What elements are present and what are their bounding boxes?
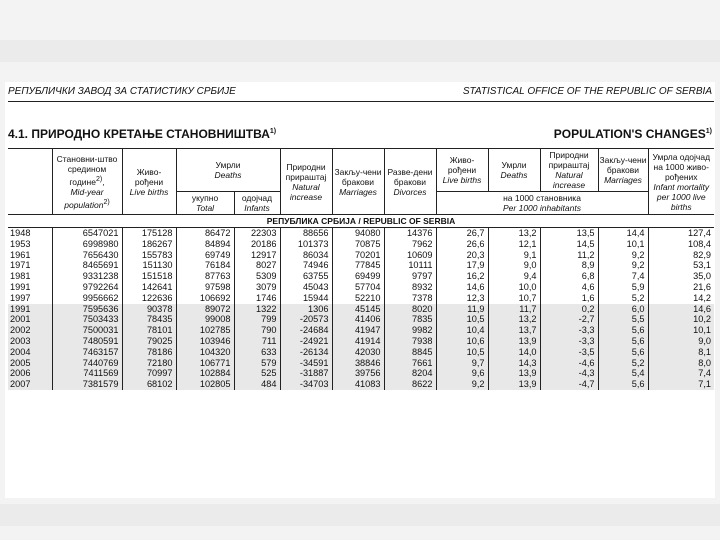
header-right: STATISTICAL OFFICE OF THE REPUBLIC OF SERBIA bbox=[462, 86, 712, 97]
rate-deaths-cell: 10,0 bbox=[488, 282, 540, 293]
marriages-cell: 52210 bbox=[332, 293, 384, 304]
deaths-infants-cell: 8027 bbox=[234, 260, 280, 271]
infant-mortality-cell: 108,4 bbox=[648, 239, 714, 250]
year-cell: 2003 bbox=[8, 336, 52, 347]
infant-mortality-cell: 10,2 bbox=[648, 314, 714, 325]
rate-deaths-header: Умрли Deaths bbox=[488, 149, 540, 192]
rate-natural-increase-cell: -3,3 bbox=[540, 336, 598, 347]
rate-live-births-cell: 10,5 bbox=[436, 314, 488, 325]
deaths-total-cell: 104320 bbox=[176, 347, 234, 358]
deaths-total-cell: 102805 bbox=[176, 379, 234, 390]
deaths-total-cell: 106771 bbox=[176, 358, 234, 369]
deaths-infants-cell: 579 bbox=[234, 358, 280, 369]
rate-deaths-cell: 9,0 bbox=[488, 260, 540, 271]
year-cell: 1991 bbox=[10, 281, 31, 292]
marriages-cell: 69499 bbox=[332, 271, 384, 282]
rate-deaths-cell: 11,7 bbox=[488, 304, 540, 315]
population-cell: 9792264 bbox=[52, 282, 122, 293]
rate-natural-increase-cell: -4,3 bbox=[540, 368, 598, 379]
population-cell: 7656430 bbox=[52, 250, 122, 261]
table-row bbox=[8, 347, 714, 358]
rate-marriages-cell: 7,4 bbox=[598, 271, 648, 282]
rate-live-births-cell: 9,7 bbox=[436, 358, 488, 369]
title-english: POPULATION'S CHANGES$^{1)}$ bbox=[553, 127, 712, 141]
rate-live-births-cell: 26,6 bbox=[436, 239, 488, 250]
rate-natural-increase-cell: 11,2 bbox=[540, 250, 598, 261]
rate-live-births-cell: 9,6 bbox=[436, 368, 488, 379]
natural-increase-header: Природни прираштај Natural increase bbox=[280, 149, 332, 215]
live-births-cell: 155783 bbox=[122, 250, 176, 261]
natural-increase-cell: 63755 bbox=[280, 271, 332, 282]
rate-deaths-cell: 12,1 bbox=[488, 239, 540, 250]
deaths-infants-cell: 5309 bbox=[234, 271, 280, 282]
year-cell: 2007 bbox=[8, 379, 52, 390]
table-row bbox=[8, 358, 714, 369]
divorces-cell: 8932 bbox=[384, 282, 436, 293]
live-births-cell: 79025 bbox=[122, 336, 176, 347]
rate-natural-increase-cell: 1,6 bbox=[540, 293, 598, 304]
deaths-infants-cell: 1746 bbox=[234, 293, 280, 304]
divorces-cell: 8020 bbox=[384, 304, 436, 315]
divorces-cell: 9797 bbox=[384, 271, 436, 282]
population-cell: 7411569 bbox=[52, 368, 122, 379]
table-body bbox=[8, 215, 714, 390]
live-births-cell: 90378 bbox=[122, 304, 176, 315]
divorces-cell: 7661 bbox=[384, 358, 436, 369]
deaths-total-cell: 84894 bbox=[176, 239, 234, 250]
rate-marriages-cell: 5,6 bbox=[598, 325, 648, 336]
deaths-infants-cell: 799 bbox=[234, 314, 280, 325]
live-births-cell: 175128 bbox=[122, 228, 176, 239]
rate-natural-increase-cell: -2,7 bbox=[540, 314, 598, 325]
population-header: Становни-штво средином године$^{2)}$, Mid-year population$^{2)}$ bbox=[52, 149, 122, 215]
deaths-infants-cell: 22303 bbox=[234, 228, 280, 239]
year-cell: 2002 bbox=[8, 325, 52, 336]
table-header bbox=[8, 149, 714, 215]
infant-mortality-cell: 7,1 bbox=[648, 379, 714, 390]
rate-live-births-cell: 10,5 bbox=[436, 347, 488, 358]
population-cell: 7463157 bbox=[52, 347, 122, 358]
rate-natural-increase-cell: 6,8 bbox=[540, 271, 598, 282]
marriages-cell: 94080 bbox=[332, 228, 384, 239]
rate-natural-increase-cell: 13,5 bbox=[540, 228, 598, 239]
marriages-cell: 42030 bbox=[332, 347, 384, 358]
background-stripe bbox=[0, 40, 720, 62]
rate-natural-increase-cell: -3,3 bbox=[540, 325, 598, 336]
deaths-total-cell: 102884 bbox=[176, 368, 234, 379]
natural-increase-cell: 101373 bbox=[280, 239, 332, 250]
infant-mortality-cell: 14,6 bbox=[648, 304, 714, 315]
rate-marriages-cell: 9,2 bbox=[598, 250, 648, 261]
rate-natural-increase-cell: 8,9 bbox=[540, 260, 598, 271]
rate-marriages-cell: 5,5 bbox=[598, 314, 648, 325]
live-births-cell: 122636 bbox=[122, 293, 176, 304]
infant-mortality-cell: 35,0 bbox=[648, 271, 714, 282]
marriages-cell: 70875 bbox=[332, 239, 384, 250]
rate-deaths-cell: 13,9 bbox=[488, 379, 540, 390]
infant-mortality-cell: 82,9 bbox=[648, 250, 714, 261]
year-cell: 1997 bbox=[10, 292, 31, 303]
live-births-cell: 68102 bbox=[122, 379, 176, 390]
section-label: РЕПУБЛИКА СРБИЈА / REPUBLIC OF SERBIA bbox=[8, 215, 714, 228]
rate-natural-increase-cell: -4,7 bbox=[540, 379, 598, 390]
natural-increase-cell: -34703 bbox=[280, 379, 332, 390]
divorces-cell: 10609 bbox=[384, 250, 436, 261]
table-row bbox=[8, 239, 714, 250]
natural-increase-cell: 45043 bbox=[280, 282, 332, 293]
year-cell: 1981 bbox=[10, 271, 31, 282]
deaths-infants-cell: 20186 bbox=[234, 239, 280, 250]
table-row bbox=[8, 271, 714, 282]
per-1000-header: на 1000 становника Per 1000 inhabitants bbox=[436, 192, 648, 215]
natural-increase-cell: 1306 bbox=[280, 304, 332, 315]
rate-marriages-header: Закљу-чени бракови Marriages bbox=[598, 149, 648, 192]
population-table bbox=[8, 148, 714, 390]
rate-natural-increase-cell: -4,6 bbox=[540, 358, 598, 369]
deaths-infants-cell: 711 bbox=[234, 336, 280, 347]
deaths-infants-cell: 525 bbox=[234, 368, 280, 379]
table-row bbox=[8, 325, 714, 336]
rate-live-births-cell: 10,6 bbox=[436, 336, 488, 347]
population-cell: 7440769 bbox=[52, 358, 122, 369]
deaths-total-cell: 103946 bbox=[176, 336, 234, 347]
table-row bbox=[8, 250, 714, 261]
table-row bbox=[8, 282, 714, 293]
marriages-cell: 41947 bbox=[332, 325, 384, 336]
header-rule bbox=[8, 101, 714, 102]
population-cell: 7381579 bbox=[52, 379, 122, 390]
natural-increase-cell: -24684 bbox=[280, 325, 332, 336]
deaths-infants-cell: 633 bbox=[234, 347, 280, 358]
live-births-cell: 78186 bbox=[122, 347, 176, 358]
deaths-infants-cell: 3079 bbox=[234, 282, 280, 293]
year-cell: 1991 bbox=[8, 304, 52, 315]
natural-increase-cell: -24921 bbox=[280, 336, 332, 347]
deaths-infants-cell: 484 bbox=[234, 379, 280, 390]
divorces-cell: 8845 bbox=[384, 347, 436, 358]
rate-live-births-cell: 14,6 bbox=[436, 282, 488, 293]
rate-marriages-cell: 6,0 bbox=[598, 304, 648, 315]
marriages-cell: 77845 bbox=[332, 260, 384, 271]
year-cell: 1961 bbox=[10, 249, 31, 260]
population-cell: 7595636 bbox=[52, 304, 122, 315]
deaths-total-cell: 106692 bbox=[176, 293, 234, 304]
live-births-cell: 78101 bbox=[122, 325, 176, 336]
infant-mortality-cell: 14,2 bbox=[648, 293, 714, 304]
document-page bbox=[5, 82, 715, 498]
rate-deaths-cell: 14,3 bbox=[488, 358, 540, 369]
deaths-infants-cell: 1322 bbox=[234, 304, 280, 315]
rate-natural-increase-cell: 0,2 bbox=[540, 304, 598, 315]
natural-increase-cell: 74946 bbox=[280, 260, 332, 271]
divorces-cell: 7962 bbox=[384, 239, 436, 250]
table-row bbox=[8, 228, 714, 239]
live-births-header: Живо-рођени Live births bbox=[122, 149, 176, 215]
live-births-cell: 78435 bbox=[122, 314, 176, 325]
divorces-cell: 7938 bbox=[384, 336, 436, 347]
rate-marriages-cell: 14,4 bbox=[598, 228, 648, 239]
marriages-cell: 39756 bbox=[332, 368, 384, 379]
marriages-cell: 38846 bbox=[332, 358, 384, 369]
year-cell: 1953 bbox=[10, 238, 31, 249]
natural-increase-cell: 86034 bbox=[280, 250, 332, 261]
rate-live-births-cell: 12,3 bbox=[436, 293, 488, 304]
deaths-infants-cell: 790 bbox=[234, 325, 280, 336]
infant-mortality-cell: 8,1 bbox=[648, 347, 714, 358]
deaths-total-cell: 99008 bbox=[176, 314, 234, 325]
population-cell: 7480591 bbox=[52, 336, 122, 347]
background-stripe bbox=[0, 504, 720, 526]
year-cell: 1948 bbox=[10, 228, 31, 238]
rate-marriages-cell: 5,6 bbox=[598, 347, 648, 358]
rate-marriages-cell: 10,1 bbox=[598, 239, 648, 250]
marriages-cell: 57704 bbox=[332, 282, 384, 293]
title-serbian: 4.1. ПРИРОДНО КРЕТАЊЕ СТАНОВНИШТВА$^{1)}$ bbox=[8, 127, 277, 141]
rate-natural-increase-cell: 14,5 bbox=[540, 239, 598, 250]
year-cell: 2001 bbox=[8, 314, 52, 325]
live-births-cell: 186267 bbox=[122, 239, 176, 250]
deaths-infants-header: одојчад Infants bbox=[234, 192, 280, 215]
rate-live-births-cell: 26,7 bbox=[436, 228, 488, 239]
year-cell: 2005 bbox=[8, 358, 52, 369]
population-cell: 9956662 bbox=[52, 293, 122, 304]
rate-live-births-cell: 16,2 bbox=[436, 271, 488, 282]
divorces-cell: 10111 bbox=[384, 260, 436, 271]
natural-increase-cell: -20573 bbox=[280, 314, 332, 325]
live-births-cell: 72180 bbox=[122, 358, 176, 369]
year-header bbox=[8, 149, 52, 215]
natural-increase-cell: 15944 bbox=[280, 293, 332, 304]
year-cell: 2006 bbox=[8, 368, 52, 379]
rate-marriages-cell: 5,4 bbox=[598, 368, 648, 379]
table-row bbox=[8, 336, 714, 347]
rate-deaths-cell: 13,2 bbox=[488, 228, 540, 239]
rate-natural-increase-cell: 4,6 bbox=[540, 282, 598, 293]
live-births-cell: 70997 bbox=[122, 368, 176, 379]
infant-mortality-cell: 7,4 bbox=[648, 368, 714, 379]
marriages-cell: 41914 bbox=[332, 336, 384, 347]
table-row bbox=[8, 314, 714, 325]
rate-live-births-cell: 9,2 bbox=[436, 379, 488, 390]
marriages-cell: 41083 bbox=[332, 379, 384, 390]
table-row bbox=[8, 379, 714, 390]
table-row bbox=[8, 304, 714, 315]
rate-live-births-cell: 11,9 bbox=[436, 304, 488, 315]
population-cell: 7500031 bbox=[52, 325, 122, 336]
rate-marriages-cell: 9,2 bbox=[598, 260, 648, 271]
deaths-infants-cell: 12917 bbox=[234, 250, 280, 261]
deaths-total-cell: 87763 bbox=[176, 271, 234, 282]
rate-marriages-cell: 5,2 bbox=[598, 293, 648, 304]
divorces-cell: 7835 bbox=[384, 314, 436, 325]
deaths-total-cell: 89072 bbox=[176, 304, 234, 315]
infant-mortality-cell: 127,4 bbox=[648, 228, 714, 239]
live-births-cell: 142641 bbox=[122, 282, 176, 293]
divorces-cell: 8204 bbox=[384, 368, 436, 379]
year-cell: 2004 bbox=[8, 347, 52, 358]
rate-live-births-cell: 17,9 bbox=[436, 260, 488, 271]
header-left: РЕПУБЛИЧКИ ЗАВОД ЗА СТАТИСТИКУ СРБИЈЕ bbox=[8, 86, 236, 97]
divorces-header: Разве-дени бракови Divorces bbox=[384, 149, 436, 215]
natural-increase-cell: -31887 bbox=[280, 368, 332, 379]
rate-natural-increase-cell: -3,5 bbox=[540, 347, 598, 358]
rate-deaths-cell: 13,9 bbox=[488, 368, 540, 379]
live-births-cell: 151518 bbox=[122, 271, 176, 282]
rate-marriages-cell: 5,6 bbox=[598, 379, 648, 390]
deaths-total-cell: 86472 bbox=[176, 228, 234, 239]
rate-live-births-cell: 20,3 bbox=[436, 250, 488, 261]
infant-mortality-cell: 8,0 bbox=[648, 358, 714, 369]
divorces-cell: 9982 bbox=[384, 325, 436, 336]
divorces-cell: 8622 bbox=[384, 379, 436, 390]
population-cell: 9331238 bbox=[52, 271, 122, 282]
population-cell: 7503433 bbox=[52, 314, 122, 325]
deaths-total-cell: 97598 bbox=[176, 282, 234, 293]
year-cell: 1971 bbox=[10, 260, 31, 271]
marriages-cell: 70201 bbox=[332, 250, 384, 261]
marriages-header: Закљу-чени бракови Marriages bbox=[332, 149, 384, 215]
rate-live-births-cell: 10,4 bbox=[436, 325, 488, 336]
rate-deaths-cell: 10,7 bbox=[488, 293, 540, 304]
rate-natural-increase-header: Природни прираштај Natural increase bbox=[540, 149, 598, 192]
infant-mortality-cell: 10,1 bbox=[648, 325, 714, 336]
rate-marriages-cell: 5,6 bbox=[598, 336, 648, 347]
divorces-cell: 14376 bbox=[384, 228, 436, 239]
deaths-total-cell: 69749 bbox=[176, 250, 234, 261]
marriages-cell: 41406 bbox=[332, 314, 384, 325]
section-row bbox=[8, 215, 714, 228]
rate-deaths-cell: 13,9 bbox=[488, 336, 540, 347]
rate-deaths-cell: 13,7 bbox=[488, 325, 540, 336]
rate-live-births-header: Живо-рођени Live births bbox=[436, 149, 488, 192]
rate-marriages-cell: 5,2 bbox=[598, 358, 648, 369]
rate-deaths-cell: 9,4 bbox=[488, 271, 540, 282]
rate-deaths-cell: 14,0 bbox=[488, 347, 540, 358]
infant-mortality-header: Умрла одојчад на 1000 живо-рођених Infant mortality per 1000 live births bbox=[648, 149, 714, 215]
table-row bbox=[8, 368, 714, 379]
deaths-total-header: укупно Total bbox=[176, 192, 234, 215]
infant-mortality-cell: 9,0 bbox=[648, 336, 714, 347]
infant-mortality-cell: 21,6 bbox=[648, 282, 714, 293]
rate-marriages-cell: 5,9 bbox=[598, 282, 648, 293]
table-row bbox=[8, 260, 714, 271]
deaths-header: Умрли Deaths bbox=[176, 149, 280, 192]
population-cell: 6998980 bbox=[52, 239, 122, 250]
live-births-cell: 151130 bbox=[122, 260, 176, 271]
deaths-total-cell: 102785 bbox=[176, 325, 234, 336]
infant-mortality-cell: 53,1 bbox=[648, 260, 714, 271]
divorces-cell: 7378 bbox=[384, 293, 436, 304]
deaths-total-cell: 76184 bbox=[176, 260, 234, 271]
table-row bbox=[8, 293, 714, 304]
natural-increase-cell: -26134 bbox=[280, 347, 332, 358]
population-cell: 6547021 bbox=[52, 228, 122, 239]
rate-deaths-cell: 9,1 bbox=[488, 250, 540, 261]
rate-deaths-cell: 13,2 bbox=[488, 314, 540, 325]
marriages-cell: 45145 bbox=[332, 304, 384, 315]
natural-increase-cell: 88656 bbox=[280, 228, 332, 239]
population-cell: 8465691 bbox=[52, 260, 122, 271]
natural-increase-cell: -34591 bbox=[280, 358, 332, 369]
